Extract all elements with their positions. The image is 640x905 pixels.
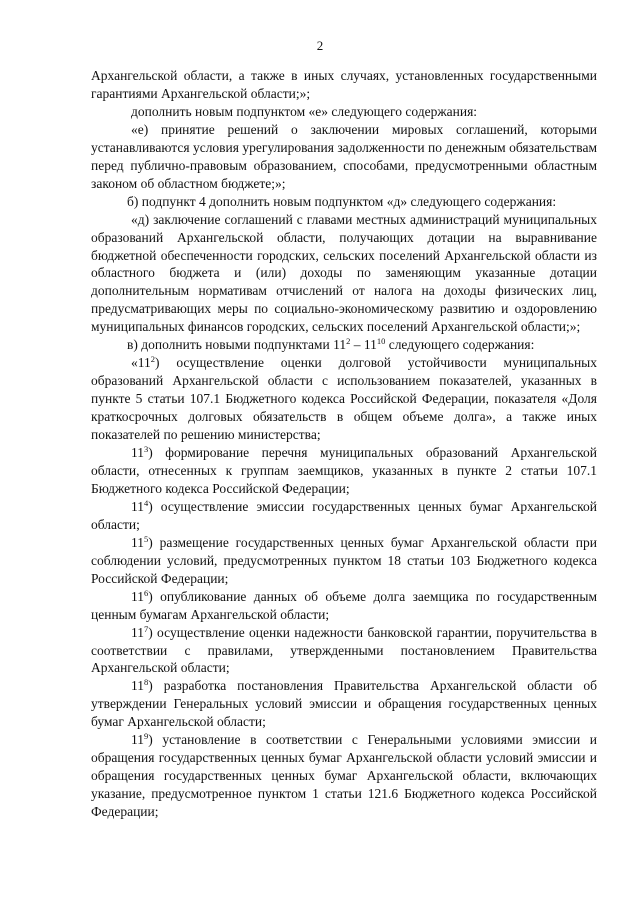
paragraph [91, 444, 597, 498]
superscript: 3 [144, 444, 149, 455]
paragraph [91, 103, 597, 121]
paragraph-text: б) подпункт 4 дополнить новым подпунктом «д» следующего содержания: [127, 193, 557, 209]
superscript: 5 [144, 533, 149, 544]
paragraph-text: ) установление в соответствии с Генеральными условиями эмиссии и обращения государственных ценных бумаг Архангельской области условий эмиссии и обращения государственных ценных бумаг Архангельской области, включающих указание, предусмотренное пунктом 1 статьи 121.6 Бюджетного кодекса Российской Федерации; [91, 732, 597, 820]
document-body [91, 67, 597, 821]
superscript: 10 [376, 336, 386, 347]
paragraph [91, 67, 597, 103]
paragraph [91, 731, 597, 821]
paragraph-text: ) осуществление оценки долговой устойчивости муниципальных образований Архангельской области с использованием показателей, указанных в пункте 5 статьи 107.1 Бюджетного кодекса Российской Федерации, показателя «Доля краткосрочных долговых обязательств в общем объеме долга», а также иных показателей по решению министерства; [91, 355, 597, 443]
paragraph-text: дополнить новым подпунктом «е» следующего содержания: [131, 103, 478, 119]
paragraph-text: – 11 [350, 337, 377, 353]
page-number: 2 [316, 38, 324, 53]
paragraph [91, 624, 597, 678]
paragraph [91, 588, 597, 624]
paragraph-text: 11 [131, 732, 144, 748]
paragraph-text: ) осуществление оценки надежности банковской гарантии, поручительства в соответствии с правилами, утвержденными постановлением Правительства Архангельской области; [91, 624, 597, 676]
superscript: 7 [144, 623, 149, 634]
paragraph [91, 677, 597, 731]
paragraph-text: 11 [131, 534, 144, 550]
paragraph [91, 354, 597, 444]
paragraph [91, 211, 597, 337]
paragraph [91, 498, 597, 534]
superscript: 6 [144, 587, 149, 598]
superscript: 8 [144, 677, 149, 688]
paragraph [91, 121, 597, 193]
paragraph-text: следующего содержания: [385, 337, 535, 353]
paragraph-text: 11 [131, 678, 144, 694]
paragraph-text: «11 [131, 355, 151, 371]
paragraph [91, 193, 597, 211]
paragraph-text: ) опубликование данных об объеме долга заемщика по государственным ценным бумагам Архангельской области; [91, 588, 597, 622]
paragraph-text: в) дополнить новыми подпунктами 11 [127, 337, 347, 353]
paragraph-text: 11 [131, 498, 144, 514]
paragraph-text: 11 [131, 624, 144, 640]
paragraph-text: ) осуществление эмиссии государственных ценных бумаг Архангельской области; [91, 498, 597, 532]
paragraph-text: ) формирование перечня муниципальных образований Архангельской области, отнесенных к группам заемщиков, указанных в пункте 2 статьи 107.1 Бюджетного кодекса Российской Федерации; [91, 445, 597, 496]
paragraph-text: 11 [131, 588, 144, 604]
superscript: 2 [346, 336, 351, 347]
paragraph-text: «е) принятие решений о заключении мировых соглашений, которыми устанавливаются условия урегулирования задолженности по денежным обязательствам перед публично-правовым образованием, способами, предусмотренными областным законом об областном бюджете;»; [91, 121, 597, 191]
superscript: 9 [144, 731, 149, 742]
paragraph [91, 336, 597, 354]
paragraph-text: ) размещение государственных ценных бумаг Архангельской области при соблюдении условий, предусмотренных пунктом 18 статьи 103 Бюджетного кодекса Российской Федерации; [91, 534, 597, 586]
paragraph-text: Архангельской области, а также в иных случаях, установленных государственными гарантиями Архангельской области;»; [91, 68, 597, 101]
paragraph-text: 11 [131, 445, 144, 461]
paragraph-text: ) разработка постановления Правительства Архангельской области об утверждении Генеральных условий эмиссии и обращения государственных ценных бумаг Архангельской области; [91, 678, 597, 730]
paragraph-text: «д) заключение соглашений с главами местных администраций муниципальных образований Архангельской области, получающих дотации на выравнивание бюджетной обеспеченности городских, сельских поселений Архангельской области из областного бюджета и (или) доходы по заменяющим указанные дотации дополнительным нормативам отчислений от налога на доходы физических лиц, предусматривающих меры по социально-экономическому развитию и оздоровлению муниципальных финансов городских, сельских поселений Архангельской области;»; [91, 211, 597, 335]
paragraph [91, 534, 597, 588]
superscript: 2 [150, 354, 155, 365]
superscript: 4 [144, 497, 149, 508]
